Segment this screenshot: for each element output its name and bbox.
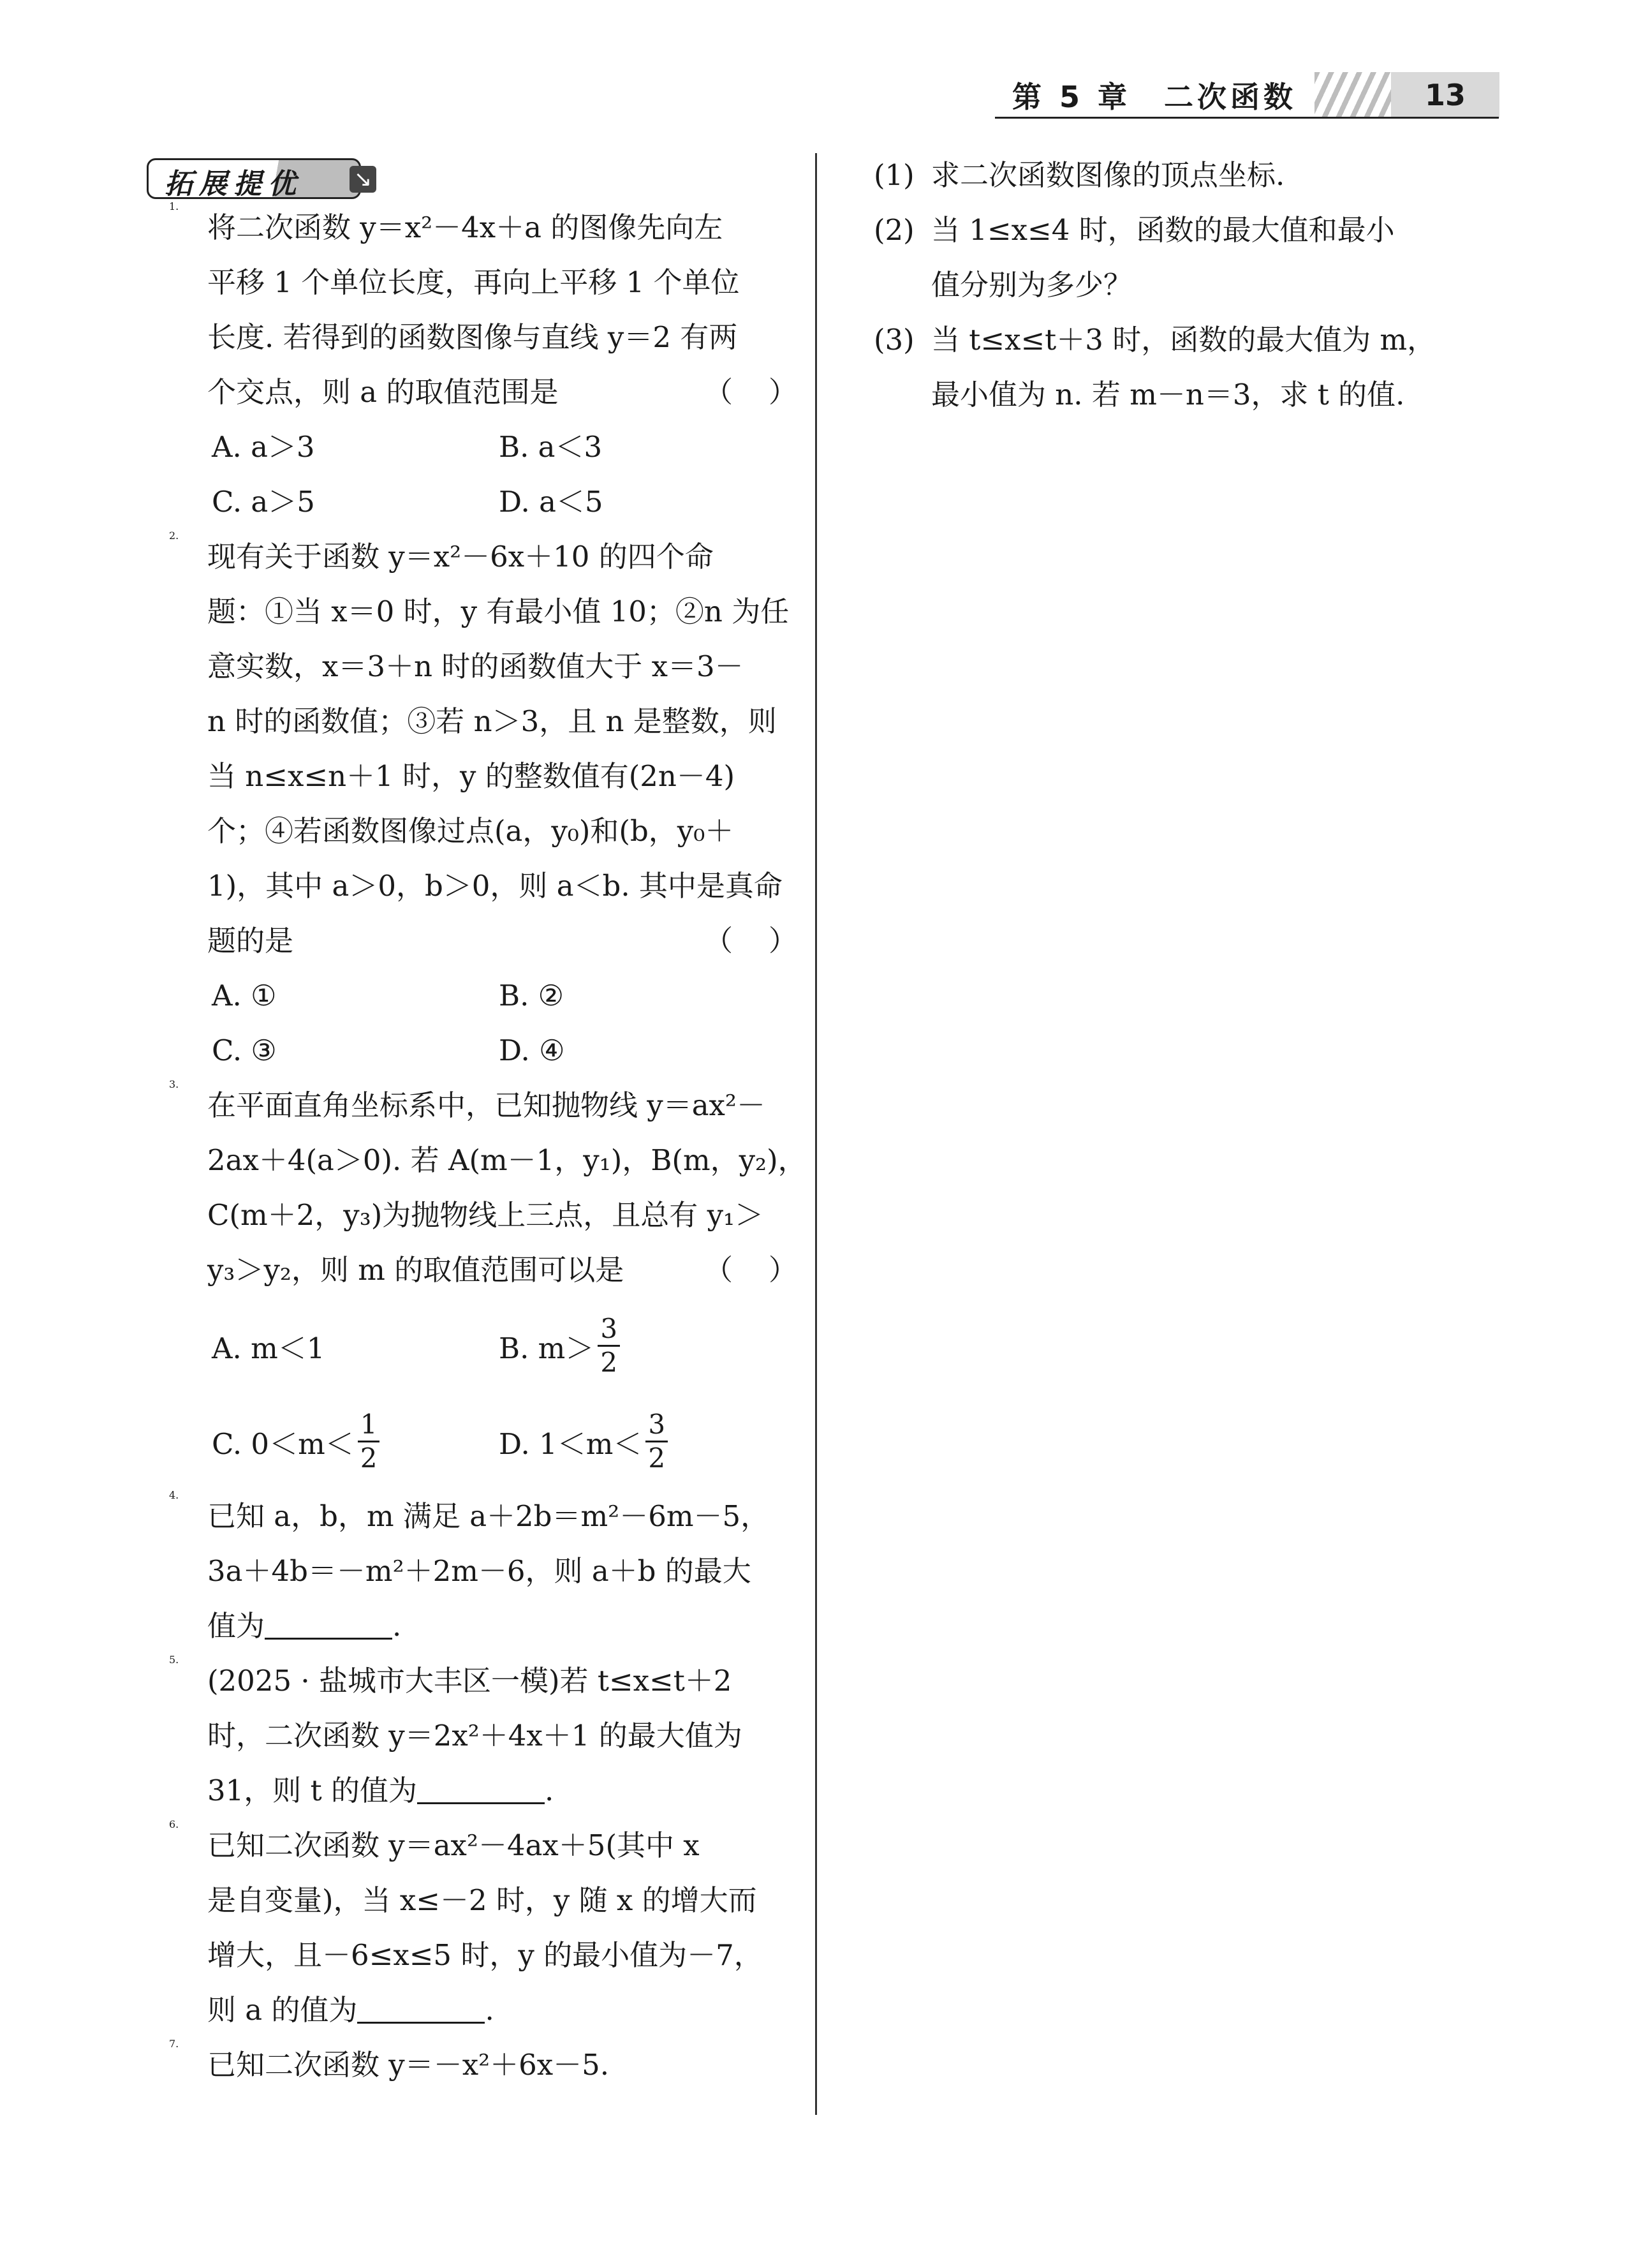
question-line-text: 则 a 的值为	[207, 1993, 358, 2027]
question-number: 7.	[169, 2038, 179, 2050]
option-c: C. a＞5	[212, 485, 315, 519]
chapter-title: 第 5 章 二次函数	[1012, 80, 1297, 114]
options-row	[159, 968, 797, 1023]
option-a: A. ①	[212, 979, 277, 1012]
part-line: 当 1≤x≤4 时，函数的最大值和最小	[931, 213, 1395, 247]
header-stripes	[1314, 72, 1391, 118]
answer-blank	[265, 1608, 392, 1640]
question-line: 长度. 若得到的函数图像与直线 y＝2 有两	[207, 320, 738, 354]
left-column	[159, 153, 833, 2093]
right-column	[874, 148, 1518, 422]
column-divider	[815, 153, 817, 2115]
option-text: B. m＞	[499, 1331, 594, 1365]
option-text: D. 1＜m＜	[499, 1427, 642, 1461]
question-line: C(m＋2，y₃)为抛物线上三点，且总有 y₁＞	[207, 1198, 764, 1232]
answer-parentheses: （）	[703, 924, 833, 958]
part-number: (2)	[874, 213, 915, 247]
section-heading	[147, 158, 381, 198]
question-line-end: .	[485, 1993, 494, 2027]
part-number: (1)	[874, 158, 915, 192]
question-line-end: .	[392, 1609, 402, 1643]
option-d	[499, 1409, 786, 1474]
answer-blank	[357, 1992, 485, 2024]
question-2	[159, 530, 833, 968]
question-line: 将二次函数 y＝x²－4x＋a 的图像先向左	[207, 211, 723, 244]
options-row	[159, 1393, 797, 1489]
options-row	[159, 1298, 797, 1393]
part-line: 最小值为 n. 若 m－n＝3，求 t 的值.	[931, 378, 1405, 411]
question-line: 现有关于函数 y＝x²－6x＋10 的四个命	[207, 540, 714, 574]
question-7-part-1	[874, 148, 1518, 203]
option-c	[212, 1409, 499, 1474]
option-b: B. ②	[499, 979, 564, 1012]
fraction-numerator: 3	[648, 1408, 666, 1440]
question-line: 3a＋4b＝－m²＋2m－6，则 a＋b 的最大	[207, 1554, 751, 1588]
question-line-last	[207, 1599, 797, 1654]
page-header	[1012, 70, 1499, 120]
part-line: 值分别为多少？	[931, 268, 1133, 302]
question-5	[159, 1654, 797, 1818]
question-number: 2.	[169, 530, 179, 542]
question-line: 当 n≤x≤n＋1 时，y 的整数值有(2n－4)	[207, 759, 735, 793]
option-d: D. a＜5	[499, 485, 603, 519]
options-row	[159, 475, 797, 530]
option-d: D. ④	[499, 1034, 565, 1067]
option-b: B. a＜3	[499, 430, 603, 464]
question-line-end: .	[544, 1774, 554, 1807]
question-line-text: 个交点，则 a 的取值范围是	[207, 375, 559, 409]
fraction	[645, 1409, 668, 1474]
question-3	[159, 1078, 833, 1298]
question-line: 已知二次函数 y＝－x²＋6x－5.	[207, 2048, 610, 2082]
question-number: 6.	[169, 1818, 179, 1830]
question-line: 1)，其中 a＞0，b＞0，则 a＜b. 其中是真命	[207, 869, 783, 903]
fraction-denominator: 2	[645, 1441, 668, 1474]
fraction	[358, 1409, 380, 1474]
question-line: 平移 1 个单位长度，再向上平移 1 个单位	[207, 265, 740, 299]
question-number: 4.	[169, 1489, 179, 1501]
option-text: C. 0＜m＜	[212, 1427, 354, 1461]
fraction-denominator: 2	[358, 1441, 380, 1474]
part-line: 求二次函数图像的顶点坐标.	[931, 158, 1285, 192]
option-a	[212, 1325, 499, 1367]
answer-blank	[417, 1773, 545, 1804]
options-row	[159, 1023, 797, 1078]
question-number: 1.	[169, 200, 179, 212]
question-number: 5.	[169, 1654, 179, 1666]
question-line: 已知二次函数 y＝ax²－4ax＋5(其中 x	[207, 1828, 700, 1862]
question-7-part-2	[874, 203, 1518, 313]
fraction-denominator: 2	[598, 1345, 620, 1379]
question-line-text: 值为	[207, 1609, 265, 1643]
fraction-numerator: 1	[360, 1408, 378, 1440]
option-b	[499, 1313, 786, 1379]
part-line: 当 t≤x≤t＋3 时，函数的最大值为 m，	[931, 323, 1436, 357]
question-line: (2025 · 盐城市大丰区一模)若 t≤x≤t＋2	[207, 1664, 732, 1698]
answer-parentheses: （）	[703, 375, 833, 409]
question-line: 已知 a，b，m 满足 a＋2b＝m²－6m－5，	[207, 1499, 770, 1533]
question-line-last	[207, 1243, 833, 1298]
question-line: n 时的函数值；③若 n＞3，且 n 是整数，则	[207, 704, 777, 738]
question-line: 个；④若函数图像过点(a，y₀)和(b，y₀＋	[207, 814, 734, 848]
answer-parentheses: （）	[703, 1253, 833, 1287]
question-line: 2ax＋4(a＞0). 若 A(m－1，y₁)，B(m，y₂)，	[207, 1143, 807, 1177]
question-7-part-3	[874, 313, 1518, 422]
question-line-last	[207, 365, 833, 420]
question-line-last	[207, 1763, 797, 1818]
fraction-numerator: 3	[600, 1312, 618, 1344]
question-line-last	[207, 1983, 797, 2038]
option-text: A. m＜1	[212, 1331, 325, 1365]
question-number: 3.	[169, 1078, 179, 1090]
question-7	[159, 2038, 797, 2093]
question-line: 增大，且－6≤x≤5 时，y 的最小值为－7，	[207, 1938, 763, 1972]
question-line-text: 题的是	[207, 924, 294, 958]
question-4	[159, 1489, 797, 1654]
option-a: A. a＞3	[212, 430, 315, 464]
question-line: 意实数，x＝3＋n 时的函数值大于 x＝3－	[207, 649, 744, 683]
page-number: 13	[1391, 72, 1499, 118]
question-line: 是自变量)，当 x≤－2 时，y 随 x 的增大而	[207, 1883, 757, 1917]
options-row	[159, 420, 797, 475]
section-title: 拓展提优	[165, 168, 302, 200]
question-line: 在平面直角坐标系中，已知抛物线 y＝ax²－	[207, 1088, 765, 1122]
question-line-text: y₃＞y₂，则 m 的取值范围可以是	[207, 1253, 624, 1287]
question-line: 时，二次函数 y＝2x²＋4x＋1 的最大值为	[207, 1719, 742, 1753]
question-line-last	[207, 914, 833, 968]
arrow-down-right-icon: ↘	[350, 166, 376, 193]
fraction	[598, 1313, 620, 1379]
part-number: (3)	[874, 323, 915, 357]
question-line: 题：①当 x＝0 时，y 有最小值 10；②n 为任	[207, 595, 790, 628]
header-rule	[995, 117, 1499, 119]
option-c: C. ③	[212, 1034, 277, 1067]
question-6	[159, 1818, 797, 2038]
question-line-text: 31，则 t 的值为	[207, 1774, 417, 1807]
question-1	[159, 200, 833, 420]
